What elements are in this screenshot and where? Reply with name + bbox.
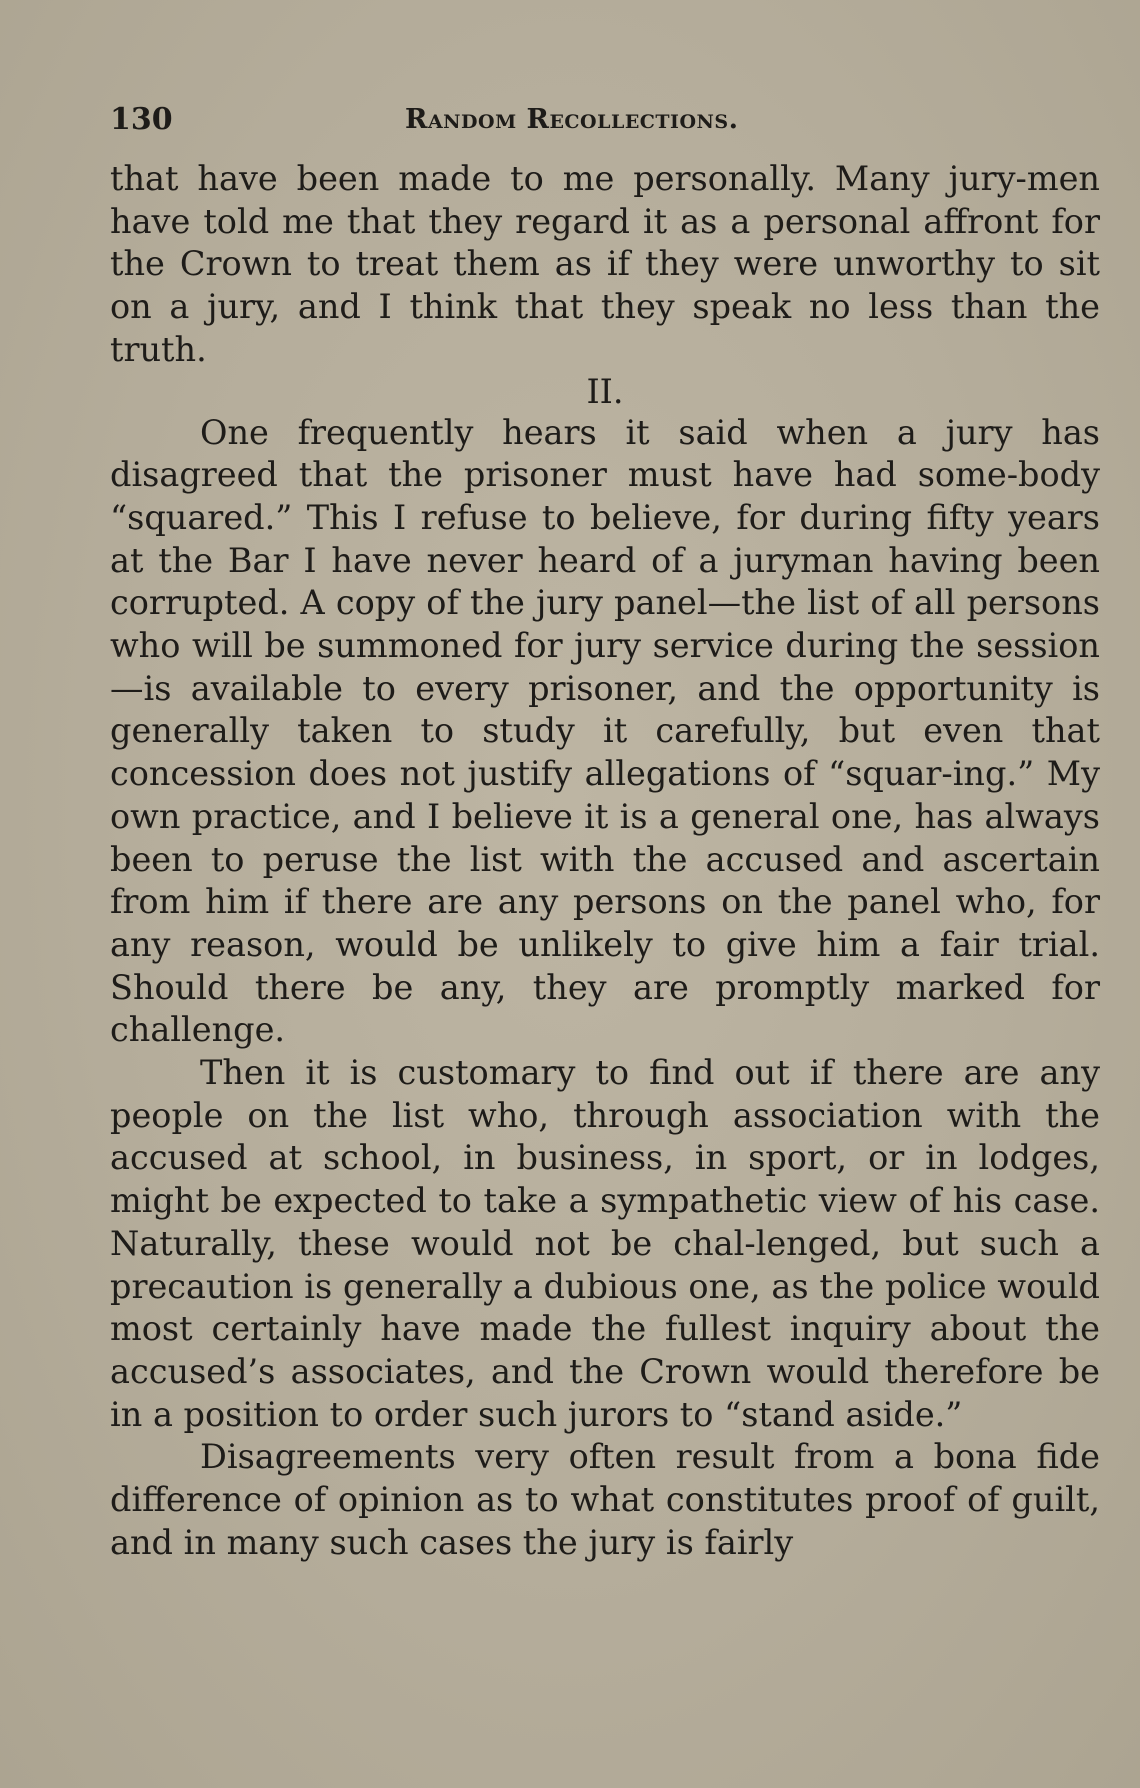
body-text (110, 158, 1100, 1565)
continued-paragraph: that have been made to me personally. Many jury-men have told me that they regard it as a personal affront for the Crown to treat them as if they were unworthy to sit on a jury, and I think that they speak no less than the truth. (110, 159, 1100, 369)
paragraph-jury-squaring: One frequently hears it said when a jury has disagreed that the prisoner must have had some-body “squared.” This I refuse to believe, for during fifty years at the Bar I have never heard of a juryman having been corrupted. A copy of the jury panel—the list of all persons who will be summoned for jury service during the session—is available to every prisoner, and the opportunity is generally taken to study it carefully, but even that concession does not justify allegations of “squar-ing.” My own practice, and I believe it is a general one, has always been to peruse the list with the accused and ascertain from him if there are any persons on the panel who, for any reason, would be unlikely to give him a fair trial. Should there be any, they are promptly marked for challenge. (110, 412, 1100, 1050)
paragraph-associations: Then it is customary to find out if there are any people on the list who, through association with the accused at school, in business, in sport, or in lodges, might be expected to take a sympathetic view of his case. Naturally, these would not be chal-lenged, but such a precaution is generally a dubious one, as the police would most certainly have made the fullest inquiry about the accused’s associates, and the Crown would therefore be in a position to order such jurors to “stand aside.” (110, 1053, 1100, 1434)
paragraph-disagreements: Disagreements very often result from a bona fide difference of opinion as to what constitutes proof of guilt, and in many such cases the jury is fairly (110, 1437, 1100, 1562)
section-heading: II. (586, 371, 624, 411)
running-title: Random Recollections. (405, 104, 739, 135)
page-number: 130 (110, 102, 173, 137)
page-header (110, 100, 1100, 140)
